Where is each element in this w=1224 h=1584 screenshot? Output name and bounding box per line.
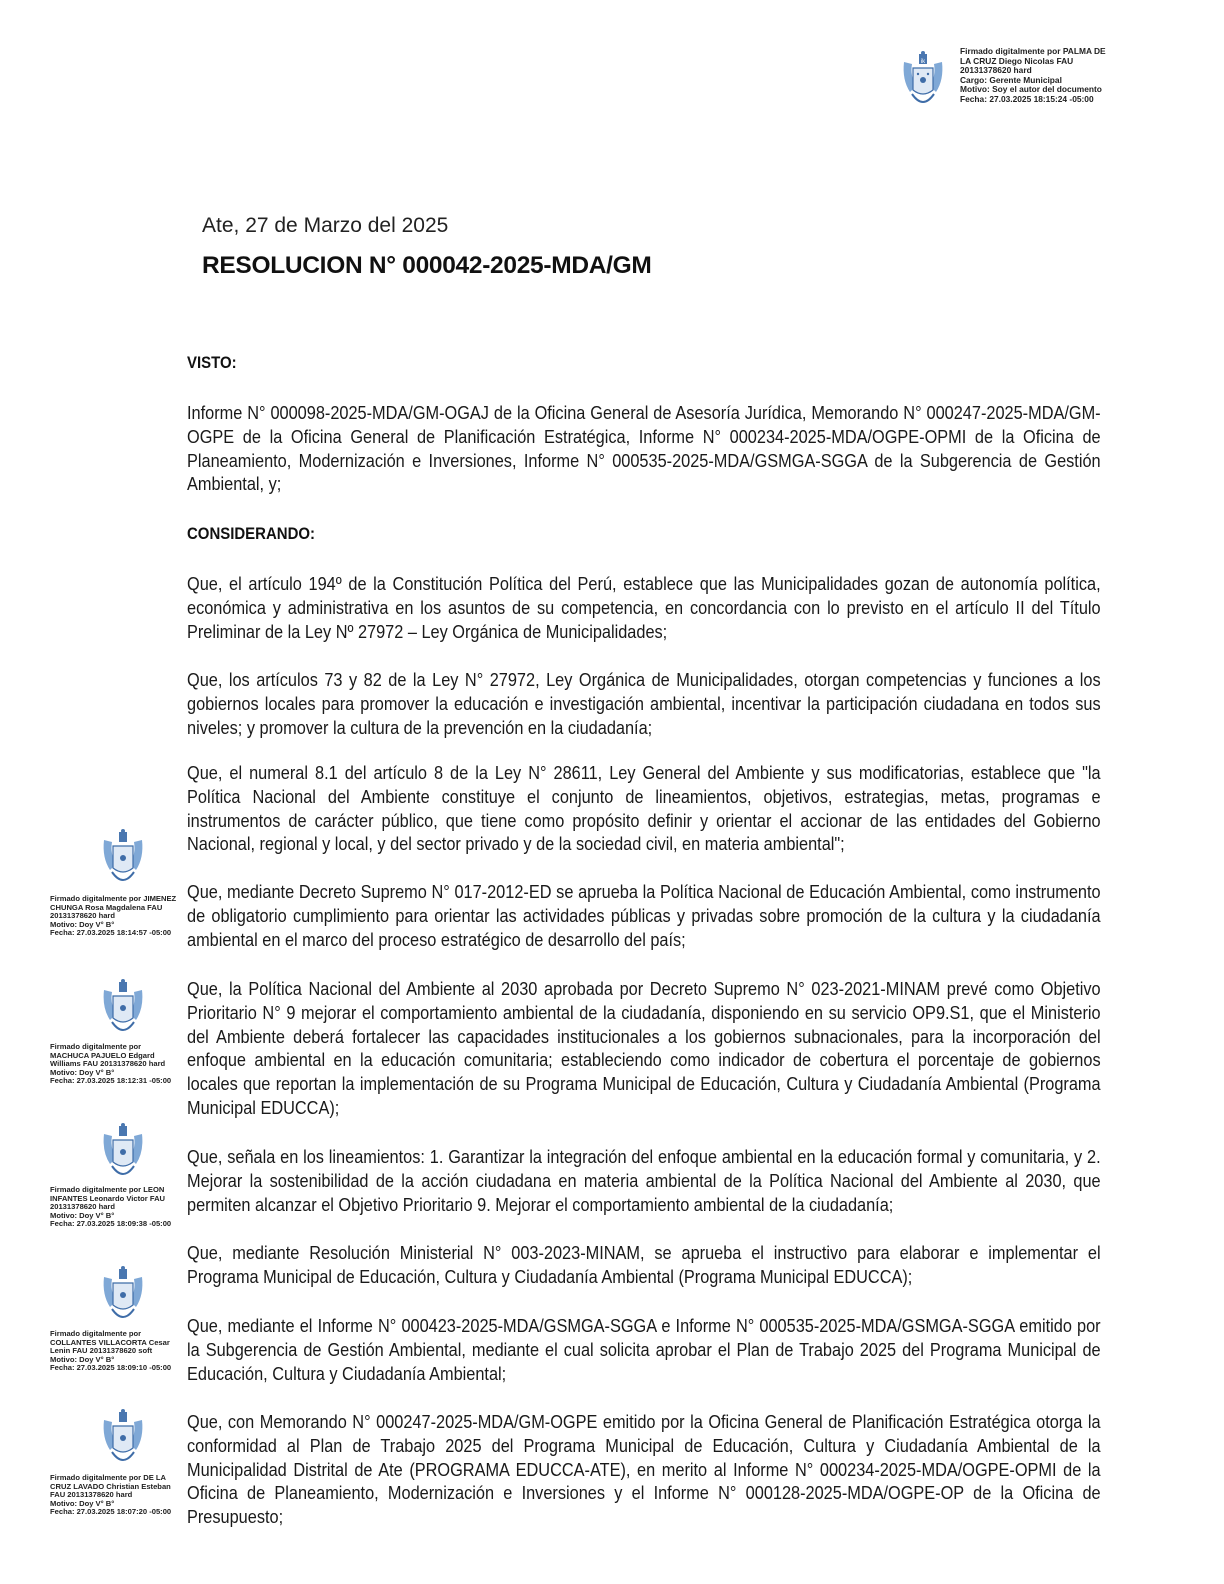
signature-line: 20131378620 hard bbox=[50, 911, 116, 921]
digital-signature-vobo bbox=[50, 1043, 171, 1086]
signature-line: Firmado digitalmente por PALMA DE bbox=[960, 46, 1106, 56]
signature-line: Motivo: Doy V° B° bbox=[50, 1067, 115, 1077]
considerando-paragraph: Que, el numeral 8.1 del artículo 8 de la Ley N° 28611, Ley General del Ambiente y sus modificatorias, establece que "la Política Nacional del Ambiente constituye el conjunto de lineamientos, objetivos, estrategias, metas, programas e instrumentos de carácter público, que tiene como propósito definir y orientar el accionar de las entidades del Gobierno Nacional, regional y local, y del sector privado y de la sociedad civil, en materia ambiental"; bbox=[187, 762, 1101, 855]
considerando-paragraph: Que, mediante Decreto Supremo N° 017-2012-ED se aprueba la Política Nacional de Educación Ambiental, como instrumento de obligatorio cumplimiento para orientar las actividades públicas y privadas sobre promoción de la cultura y la ciudadanía ambiental en el marco del proceso estratégico de desarrollo del país; bbox=[187, 881, 1101, 950]
document-date: Ate, 27 de Marzo del 2025 bbox=[202, 214, 449, 237]
digital-signature-vobo bbox=[50, 1330, 171, 1373]
signature-line: CRUZ LAVADO Christian Esteban bbox=[50, 1481, 171, 1491]
digital-signature-vobo bbox=[50, 895, 176, 938]
municipal-seal-icon bbox=[100, 978, 146, 1040]
signature-line: Fecha: 27.03.2025 18:09:38 -05:00 bbox=[50, 1219, 172, 1229]
signature-line: Cargo: Gerente Municipal bbox=[960, 74, 1062, 85]
signature-line: FAU 20131378620 hard bbox=[50, 1490, 133, 1500]
signature-line: Motivo: Doy V° B° bbox=[50, 919, 115, 929]
signature-line: Motivo: Soy el autor del documento bbox=[960, 84, 1102, 95]
signature-line: Motivo: Doy V° B° bbox=[50, 1354, 115, 1364]
visto-paragraph: Informe N° 000098-2025-MDA/GM-OGAJ de la Oficina General de Asesoría Jurídica, Memorando N° 000247-2025-MDA/GM-OGPE de la Oficina General de Planificación Estratégica, Informe N° 000234-2025-MDA/OGPE-OPMI de la Oficina de Planeamiento, Modernización e Inversiones, Informe N° 000535-2025-MDA/GSMGA-SGGA de la Subgerencia de Gestión Ambiental, y; bbox=[187, 402, 1101, 495]
signature-line: Fecha: 27.03.2025 18:09:10 -05:00 bbox=[50, 1363, 172, 1373]
signature-line: Firmado digitalmente por bbox=[50, 1042, 142, 1051]
signature-line: Lenin FAU 20131378620 soft bbox=[50, 1346, 153, 1356]
considerando-paragraph: Que, los artículos 73 y 82 de la Ley N° 27972, Ley Orgánica de Municipalidades, otorgan competencias y funciones a los gobiernos locales para promover la educación e investigación ambiental, incentivar la participación ciudadana en todos sus niveles; y promover la cultura de la prevención en la ciudadanía; bbox=[187, 669, 1101, 738]
considerando-paragraph: Que, con Memorando N° 000247-2025-MDA/GM-OGPE emitido por la Oficina General de Planificación Estratégica otorga la conformidad al Plan de Trabajo 2025 del Programa Municipal de Educación, Cultura y Ciudadanía Ambiental de la Municipalidad Distrital de Ate (PROGRAMA EDUCCA-ATE), en merito al Informe N° 000234-2025-MDA/OGPE-OPMI de la Oficina de Planeamiento, Modernización e Inversiones y el Informe N° 000128-2025-MDA/OGPE-OP de la Oficina de Presupuesto; bbox=[187, 1411, 1101, 1528]
signature-line: LA CRUZ Diego Nicolas FAU bbox=[960, 55, 1074, 66]
municipal-seal-icon bbox=[100, 828, 146, 890]
resolution-title: RESOLUCION N° 000042-2025-MDA/GM bbox=[202, 252, 652, 279]
signature-line: COLLANTES VILLACORTA Cesar bbox=[50, 1337, 170, 1347]
signature-line: MACHUCA PAJUELO Edgard bbox=[50, 1050, 155, 1060]
digital-signature-gerente bbox=[960, 47, 1106, 105]
signature-line: Williams FAU 20131378620 hard bbox=[50, 1059, 166, 1069]
considerando-paragraph: Que, mediante Resolución Ministerial N° 003-2023-MINAM, se aprueba el instructivo para elaborar e implementar el Programa Municipal de Educación, Cultura y Ciudadanía Ambiental (Programa Municipal EDUCCA); bbox=[187, 1242, 1101, 1287]
signature-line: Fecha: 27.03.2025 18:07:20 -05:00 bbox=[50, 1507, 172, 1517]
municipal-seal-icon bbox=[100, 1265, 146, 1327]
visto-heading: VISTO: bbox=[187, 353, 237, 372]
signature-line: 20131378620 hard bbox=[960, 65, 1032, 76]
signature-line: Firmado digitalmente por bbox=[50, 1329, 142, 1338]
signature-line: Fecha: 27.03.2025 18:15:24 -05:00 bbox=[960, 93, 1094, 104]
considerando-paragraph: Que, el artículo 194º de la Constitución Política del Perú, establece que las Municipalidades gozan de autonomía política, económica y administrativa en los asuntos de su competencia, en concordancia con lo previsto en el artículo II del Título Preliminar de la Ley Nº 27972 – Ley Orgánica de Municipalidades; bbox=[187, 573, 1101, 642]
municipal-seal-icon bbox=[100, 1408, 146, 1470]
digital-signature-vobo bbox=[50, 1474, 171, 1517]
signature-line: Fecha: 27.03.2025 18:14:57 -05:00 bbox=[50, 928, 172, 938]
svg-text:ik: ik bbox=[920, 59, 926, 65]
considerando-paragraph: Que, mediante el Informe N° 000423-2025-MDA/GSMGA-SGGA e Informe N° 000535-2025-MDA/GSMGA-SGGA emitido por la Subgerencia de Gestión Ambiental, mediante el cual solicita aprobar el Plan de Trabajo 2025 del Programa Municipal de Educación, Cultura y Ciudadanía Ambiental; bbox=[187, 1315, 1101, 1384]
signature-line: Firmado digitalmente por LEON bbox=[50, 1185, 165, 1194]
signature-line: Fecha: 27.03.2025 18:12:31 -05:00 bbox=[50, 1076, 172, 1086]
considerando-paragraph: Que, señala en los lineamientos: 1. Garantizar la integración del enfoque ambiental en la educación formal y comunitaria, y 2. Mejorar la sostenibilidad de la acción ciudadana en materia ambiental de la Política Nacional del Ambiente al 2030, que permiten alcanzar el Objetivo Prioritario 9. Mejorar el comportamiento ambiental de la ciudadanía; bbox=[187, 1146, 1101, 1215]
municipal-seal-icon bbox=[100, 1122, 146, 1184]
signature-line: Motivo: Doy V° B° bbox=[50, 1498, 115, 1508]
signature-line: 20131378620 hard bbox=[50, 1202, 116, 1212]
considerando-paragraph: Que, la Política Nacional del Ambiente al 2030 aprobada por Decreto Supremo N° 023-2021-MINAM prevé como Objetivo Prioritario N° 9 mejorar el comportamiento ambiental de la ciudadanía, disponiendo en su servicio OP9.S1, que el Ministerio del Ambiente deberá fortalecer las capacidades institucionales a los gobiernos subnacionales, para la incorporación del enfoque ambiental en la educación comunitaria; estableciendo como indicador de cobertura el porcentaje de gobiernos locales que reportan la implementación de su Programa Municipal de Educación, Cultura y Ciudadanía Ambiental (Programa Municipal EDUCCA); bbox=[187, 978, 1101, 1118]
municipal-seal-icon bbox=[900, 50, 946, 112]
signature-line: Firmado digitalmente por JIMENEZ bbox=[50, 894, 177, 903]
signature-line: Firmado digitalmente por DE LA bbox=[50, 1473, 167, 1482]
considerando-heading: CONSIDERANDO: bbox=[187, 524, 315, 543]
signature-line: Motivo: Doy V° B° bbox=[50, 1210, 115, 1220]
digital-signature-vobo bbox=[50, 1186, 171, 1229]
signature-line: CHUNGA Rosa Magdalena FAU bbox=[50, 902, 163, 912]
signature-line: INFANTES Leonardo Victor FAU bbox=[50, 1193, 166, 1203]
